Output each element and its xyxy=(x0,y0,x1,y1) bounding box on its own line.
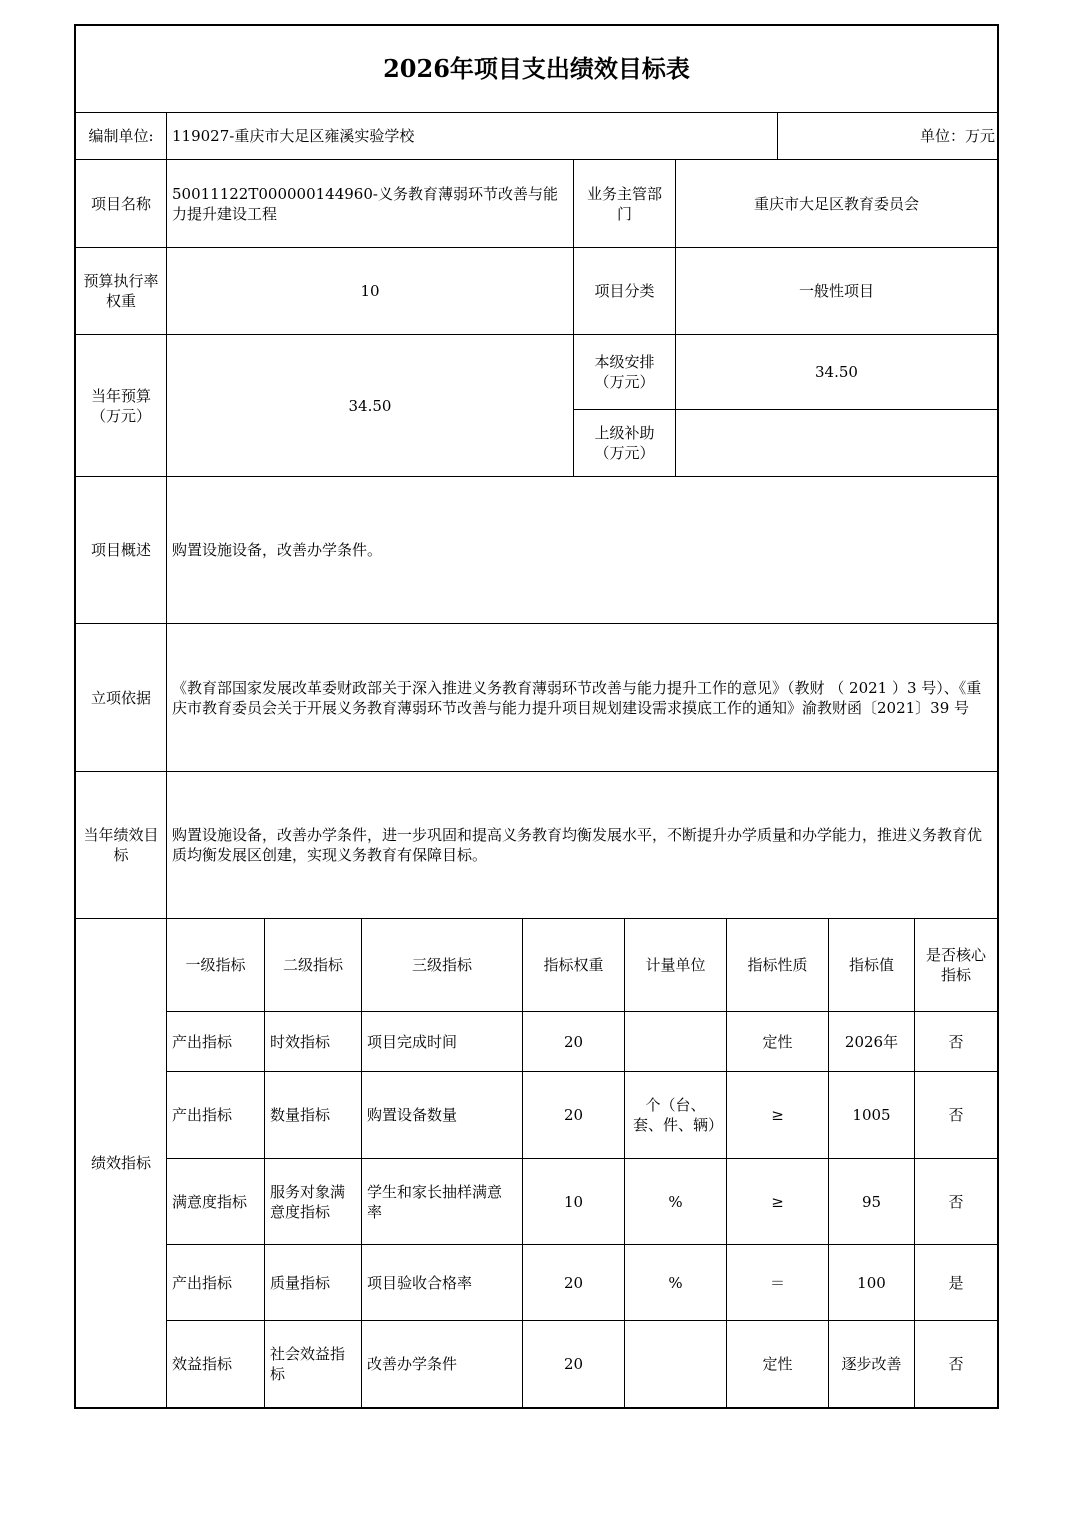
cell-unit: 个（台、套、件、辆） xyxy=(633,1096,724,1134)
dept-label: 业务主管部门 xyxy=(586,184,662,223)
header-level2: 二级指标 xyxy=(282,956,343,974)
cell-unit xyxy=(625,1012,726,1071)
goal-value: 购置设施设备，改善办学条件，进一步巩固和提高义务教育均衡发展水平，不断提升办学质量和办学能力，推进义务教育优质均衡发展区创建，实现义务教育有保障目标。 xyxy=(172,826,983,864)
cell-level1: 产出指标 xyxy=(172,1106,233,1124)
cell-unit xyxy=(625,1321,726,1407)
cell-value: 2026年 xyxy=(844,1032,899,1051)
rate-value: 10 xyxy=(360,282,380,300)
cell-core: 是 xyxy=(948,1273,964,1292)
header-core: 是否核心指标 xyxy=(925,946,986,984)
cell-level2: 社会效益指标 xyxy=(270,1345,346,1383)
category-value: 一般性项目 xyxy=(798,282,874,300)
dept-value: 重庆市大足区教育委员会 xyxy=(753,194,919,213)
cell-value: 1005 xyxy=(852,1106,891,1124)
local-funding-label: 本级安排（万元） xyxy=(594,353,655,391)
basis-label: 立项依据 xyxy=(90,688,151,707)
cell-level3: 项目完成时间 xyxy=(367,1032,458,1051)
cell-nature: ≥ xyxy=(771,1106,784,1124)
budget-label: 当年预算（万元） xyxy=(90,386,151,425)
cell-value: 逐步改善 xyxy=(841,1355,902,1373)
local-funding-value: 34.50 xyxy=(815,363,858,381)
header-level1: 一级指标 xyxy=(185,956,246,974)
cell-core: 否 xyxy=(948,1106,964,1124)
header-value: 指标值 xyxy=(848,956,894,974)
cell-unit: % xyxy=(668,1273,683,1292)
cell-value: 95 xyxy=(861,1192,882,1211)
cell-nature: ＝ xyxy=(769,1273,785,1292)
unit-label: 编制单位: xyxy=(88,127,154,145)
cell-level2: 时效指标 xyxy=(270,1032,331,1051)
header-unit: 计量单位 xyxy=(645,956,706,974)
cell-weight: 20 xyxy=(563,1106,584,1124)
cell-nature: ≥ xyxy=(771,1192,784,1211)
goal-label: 当年绩效目标 xyxy=(83,826,159,864)
basis-value: 《教育部国家发展改革委财政部关于深入推进义务教育薄弱环节改善与能力提升工作的意见》（教财 （ 2021 ）3 号）、《重庆市教育委员会关于开展义务教育薄弱环节改善与能力提升项目规划建设需求摸底工作的通知》渝教财函〔2021〕39 号 xyxy=(172,678,982,717)
cell-weight: 20 xyxy=(563,1355,584,1373)
overview-label: 项目概述 xyxy=(90,541,151,559)
cell-level1: 产出指标 xyxy=(172,1273,233,1292)
cell-unit: % xyxy=(668,1192,683,1211)
cell-level3: 改善办学条件 xyxy=(367,1355,458,1373)
rate-label: 预算执行率权重 xyxy=(83,272,159,310)
currency-unit: 单位：万元 xyxy=(919,127,995,145)
cell-level3: 购置设备数量 xyxy=(367,1106,458,1124)
overview-value: 购置设施设备，改善办学条件。 xyxy=(172,541,383,559)
cell-nature: 定性 xyxy=(762,1355,793,1373)
cell-level2: 服务对象满意度指标 xyxy=(270,1182,346,1221)
unit-value: 119027-重庆市大足区雍溪实验学校 xyxy=(172,127,415,145)
cell-core: 否 xyxy=(948,1032,964,1051)
cell-value: 100 xyxy=(857,1273,886,1292)
cell-core: 否 xyxy=(948,1355,964,1373)
cell-weight: 10 xyxy=(563,1192,584,1211)
header-level3: 三级指标 xyxy=(411,956,472,974)
cell-level1: 效益指标 xyxy=(172,1355,233,1373)
cell-level3: 学生和家长抽样满意率 xyxy=(367,1182,503,1221)
header-nature: 指标性质 xyxy=(747,956,808,974)
budget-value: 34.50 xyxy=(348,396,392,415)
header-weight: 指标权重 xyxy=(543,956,604,974)
cell-level2: 数量指标 xyxy=(270,1106,331,1124)
cell-level3: 项目验收合格率 xyxy=(367,1273,473,1292)
cell-weight: 20 xyxy=(563,1273,584,1292)
project-name-label: 项目名称 xyxy=(90,194,151,213)
cell-level1: 产出指标 xyxy=(172,1032,233,1051)
project-name-value: 50011122T000000144960-义务教育薄弱环节改善与能力提升建设工程 xyxy=(172,184,558,223)
upper-subsidy-label: 上级补助（万元） xyxy=(594,424,655,462)
cell-weight: 20 xyxy=(563,1032,584,1051)
indicators-label: 绩效指标 xyxy=(90,1154,151,1172)
category-label: 项目分类 xyxy=(594,282,655,300)
cell-nature: 定性 xyxy=(762,1032,793,1051)
cell-core: 否 xyxy=(948,1192,964,1211)
page-title: 2026年项目支出绩效目标表 xyxy=(383,54,690,83)
upper-subsidy-value xyxy=(676,410,997,476)
cell-level2: 质量指标 xyxy=(270,1273,331,1292)
cell-level1: 满意度指标 xyxy=(172,1192,248,1211)
